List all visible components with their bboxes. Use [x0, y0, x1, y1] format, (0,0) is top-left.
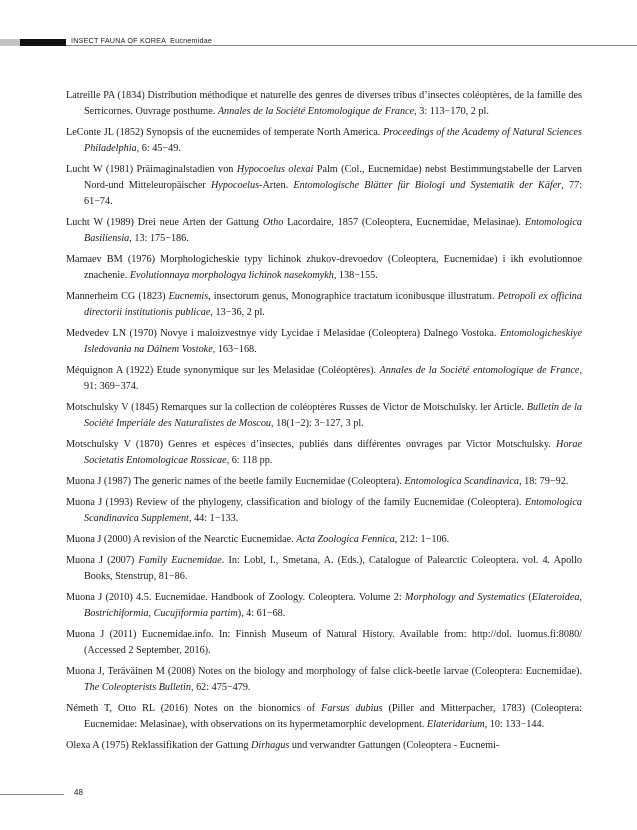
reference-italic-segment: Entomologica Basiliensia: [84, 217, 582, 244]
reference-text-segment: , 163−168.: [212, 344, 257, 355]
reference-italic-segment: Annales de la Société Entomologique de France: [217, 106, 415, 117]
reference-entry: [66, 88, 582, 120]
reference-text-segment: , 13: 175−186.: [129, 233, 189, 244]
reference-italic-segment: Farsus dubius: [321, 703, 383, 714]
reference-italic-segment: Hypocoelus: [210, 180, 260, 191]
reference-entry: [66, 252, 582, 284]
reference-italic-segment: Family Eucnemidae: [138, 555, 222, 566]
reference-entry: [66, 162, 582, 210]
reference-italic-segment: Elateridarium: [426, 719, 485, 730]
reference-text-segment: Mamaev BM (1976) Morphologicheskie typy lichinok zhukov-drevoedov (Coleoptera, Eucnemidae) i ikh evolutionnoe znachenie.: [66, 254, 582, 281]
reference-text-segment: LeConte JL (1852) Synopsis of the eucnemides of temperate North America.: [66, 127, 384, 138]
reference-text-segment: , 62: 475−479.: [190, 682, 251, 693]
reference-italic-segment: Entomologicheskiye Isledovania na Dálnem Vostoke: [84, 328, 582, 355]
reference-entry: [66, 738, 582, 754]
reference-text-segment: Muona J (2010) 4.5. Eucnemidae. Handbook of Zoology. Coleoptera. Volume 2:: [66, 592, 406, 603]
reference-text-segment: , 91: 369−374.: [84, 365, 582, 392]
reference-italic-segment: Dirhagus: [251, 740, 290, 751]
reference-text-segment: Muona J (1993) Review of the phylogeny, classification and biology of the family Eucnemidae (Coleoptera).: [66, 497, 525, 508]
reference-entry: [66, 363, 582, 395]
reference-text-segment: -Arten.: [259, 180, 294, 191]
reference-italic-segment: Bulletin de la Société Imperiále des Naturalistes de Moscou: [84, 402, 583, 429]
reference-italic-segment: Morphology and Systematics: [405, 592, 525, 603]
reference-italic-segment: Entomologische Blätter für Biologi und Systematik der Käfer: [293, 180, 562, 191]
page-number: 48: [74, 788, 83, 797]
reference-text-segment: Muona J (2007): [66, 555, 139, 566]
reference-text-segment: , 6: 118 pp.: [226, 455, 273, 466]
reference-text-segment: . In: Lobl, I., Smetana, A. (Eds.), Catalogue of Palearctic Coleoptera. vol. 4. Apollo Books, Stenstrup, 81−86.: [84, 555, 582, 582]
reference-entry: [66, 627, 582, 659]
reference-italic-segment: Elateroidea: [531, 592, 580, 603]
header-rule: [66, 45, 637, 46]
reference-italic-segment: Horae Societatis Entomologicae Rossicae: [84, 439, 582, 466]
running-header: [71, 36, 212, 45]
reference-entry: [66, 400, 582, 432]
reference-list: [66, 88, 582, 759]
reference-italic-segment: Acta Zoologica Fennica: [296, 534, 395, 545]
reference-text-segment: Motschulsky V (1870) Genres et espèces d’insectes, publiés dans différentes ouvrages par Victor Motschulsky.: [66, 439, 556, 450]
reference-entry: [66, 326, 582, 358]
reference-text-segment: Mannerheim CG (1823): [66, 291, 169, 302]
reference-text-segment: (: [524, 592, 532, 603]
header-title: INSECT FAUNA OF KOREA: [71, 36, 167, 45]
reference-italic-segment: Evolutionnaya morphologya lichinok nasekomykh: [129, 270, 334, 281]
reference-text-segment: Medvedev LN (1970) Novye i maloizvestnye vidy Lycidae i Melasidae (Coleoptera) Dalnego Vostoka.: [66, 328, 500, 339]
reference-entry: [66, 553, 582, 585]
reference-text-segment: , 10: 133−144.: [484, 719, 545, 730]
header-gray-bar: [0, 39, 20, 46]
reference-text-segment: , 13−36, 2 pl.: [210, 307, 265, 318]
reference-text-segment: , 3: 113−170, 2 pl.: [414, 106, 489, 117]
reference-text-segment: Muona J, Teräväinen M (2008) Notes on the biology and morphology of false click-beetle larvae (Coleoptera: Eucnemidae).: [66, 666, 582, 677]
reference-text-segment: Palm (Col., Eucnemidae) nebst Bestimmungstabelle der Larven Nord-und Mitteleuropäischer: [84, 164, 582, 191]
reference-italic-segment: Petropoli ex officina directorii institutionis publicae: [84, 291, 582, 318]
reference-text-segment: Muona J (1987) The generic names of the beetle family Eucnemidae (Coleoptera).: [66, 476, 405, 487]
reference-text-segment: , 77: 61−74.: [84, 180, 582, 207]
reference-italic-segment: Bostrichiformia: [84, 608, 149, 619]
reference-italic-segment: Proceedings of the Academy of Natural Sciences Philadelphia: [84, 127, 582, 154]
reference-italic-segment: The Coleopterists Bulletin: [84, 682, 191, 693]
reference-text-segment: Muona J (2011) Eucnemidae.info. In: Finnish Museum of Natural History. Available from: http://dol. luomus.fi:8080/ (Accessed 2 September, 2016).: [66, 629, 582, 656]
reference-entry: [66, 701, 582, 733]
reference-entry: [66, 215, 582, 247]
reference-entry: [66, 289, 582, 321]
reference-text-segment: Muona J (2000) A revision of the Nearctic Eucnemidae.: [66, 534, 297, 545]
reference-italic-segment: Cucujiformia partim: [153, 608, 238, 619]
reference-italic-segment: Hypocoelus olexai: [236, 164, 314, 175]
reference-text-segment: (Piller and Mitterpacher, 1783) (Coleoptera: Eucnemidae: Melasinae), with observations on its hypermetamorphic development.: [84, 703, 582, 730]
reference-text-segment: , 138−155.: [333, 270, 378, 281]
reference-text-segment: Méquignon A (1922) Etude synonymique sur les Melasidae (Coléoptères).: [66, 365, 380, 376]
reference-italic-segment: Otho: [262, 217, 284, 228]
reference-text-segment: ,: [579, 592, 582, 603]
header-subtitle: Eucnemidae: [170, 36, 213, 45]
header-black-bar: [20, 39, 66, 46]
reference-text-segment: Németh T, Otto RL (2016) Notes on the bionomics of: [66, 703, 322, 714]
reference-text-segment: Olexa A (1975) Reklassifikation der Gattung: [66, 740, 252, 751]
reference-entry: [66, 532, 582, 548]
reference-text-segment: , 6: 45−49.: [136, 143, 181, 154]
reference-text-segment: , 212: 1−106.: [394, 534, 450, 545]
reference-text-segment: , 44: 1−133.: [188, 513, 239, 524]
reference-text-segment: Lucht W (1981) Präimaginalstadien von: [66, 164, 237, 175]
reference-italic-segment: Annales de la Société entomologique de France: [379, 365, 580, 376]
reference-text-segment: Lacordaire, 1857 (Coleoptera, Eucnemidae, Melasinae).: [283, 217, 525, 228]
reference-entry: [66, 125, 582, 157]
reference-text-segment: , 18(1−2): 3−127, 3 pl.: [271, 418, 364, 429]
reference-text-segment: ,: [148, 608, 154, 619]
reference-text-segment: Latreille PA (1834) Distribution méthodique et naturelle des genres de diverses tribus d’insectes coléoptères, de la famille des Serricornes. Ouvrage posthume.: [66, 90, 582, 117]
reference-text-segment: ), 4: 61−68.: [237, 608, 286, 619]
reference-text-segment: und verwandter Gattungen (Coleoptera - Eucnemi-: [289, 740, 500, 751]
reference-text-segment: Lucht W (1989) Drei neue Arten der Gattung: [66, 217, 263, 228]
reference-italic-segment: Entomologica Scandinavica Supplement: [84, 497, 582, 524]
reference-entry: [66, 495, 582, 527]
reference-text-segment: Motschulsky V (1845) Remarques sur la collection de coléoptères Russes de Victor de Motschulsky. ler Article.: [66, 402, 527, 413]
reference-text-segment: , insectorum genus, Monographice tractatum iconibusque illustratum.: [208, 291, 498, 302]
reference-text-segment: , 18: 79−92.: [519, 476, 569, 487]
reference-italic-segment: Eucnemis: [168, 291, 209, 302]
reference-entry: [66, 437, 582, 469]
reference-entry: [66, 590, 582, 622]
reference-entry: [66, 474, 582, 490]
reference-italic-segment: Entomologica Scandinavica: [404, 476, 520, 487]
reference-entry: [66, 664, 582, 696]
footer-rule: [0, 794, 64, 795]
